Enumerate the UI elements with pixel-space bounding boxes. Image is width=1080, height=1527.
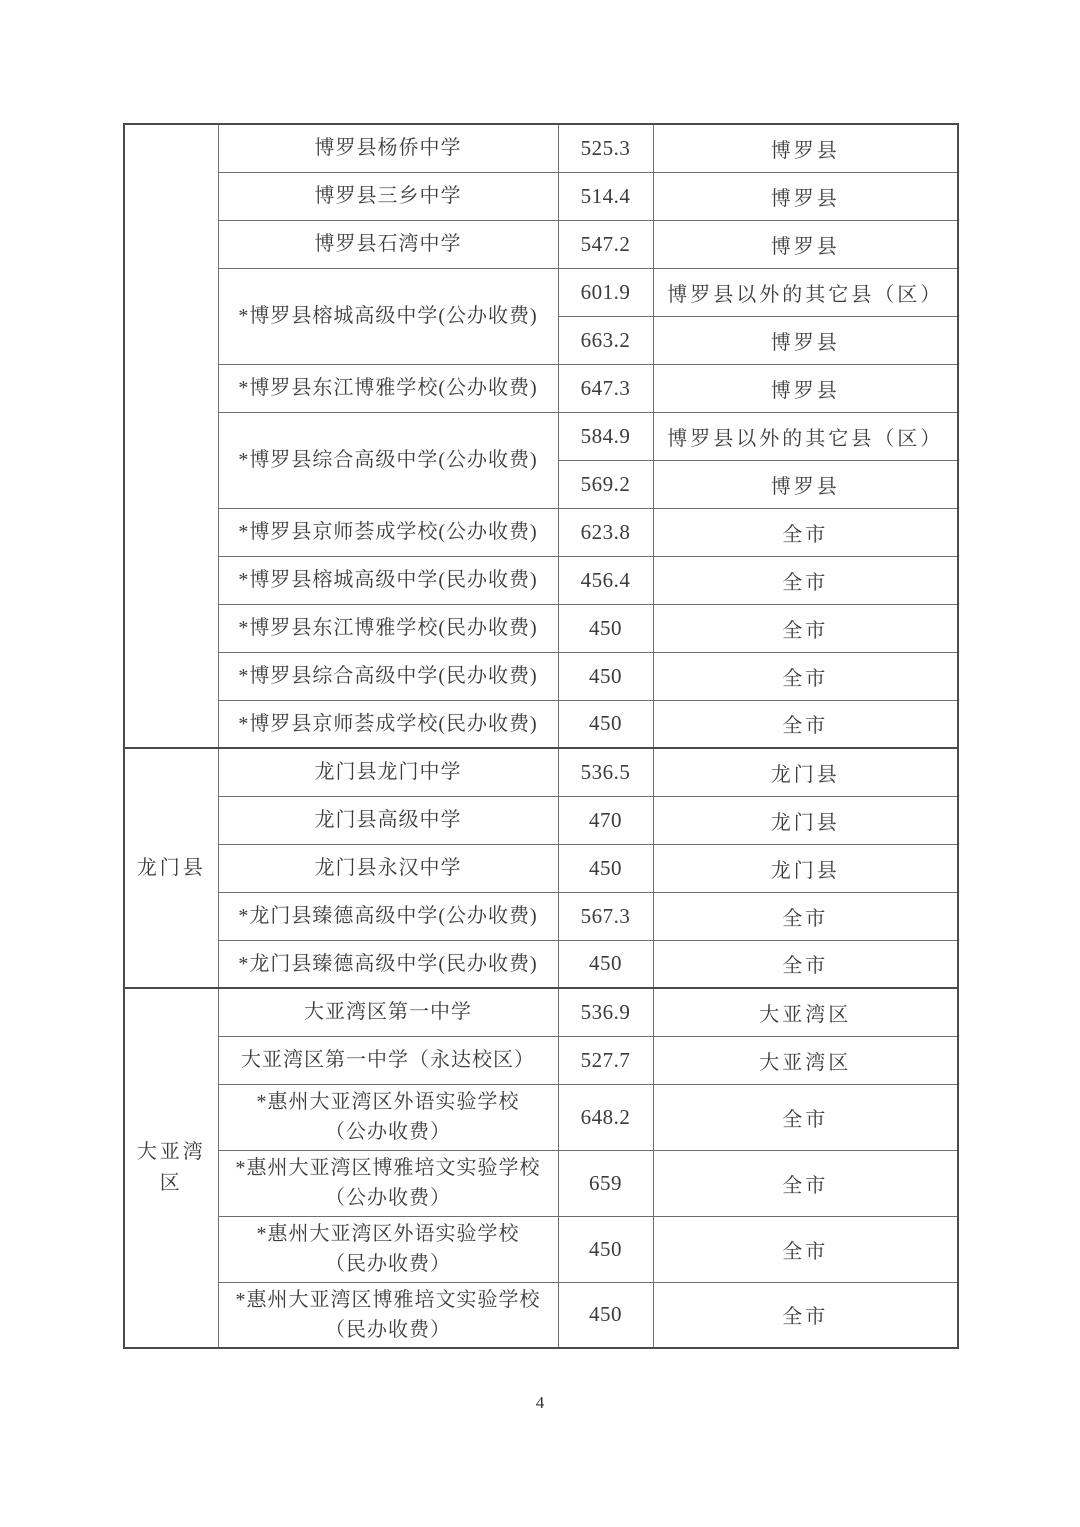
cutoff-score-cell: 450 <box>558 1216 653 1282</box>
enrollment-area-cell: 龙门县 <box>653 844 958 892</box>
school-name-line: *博罗县东江博雅学校(公办收费) <box>238 377 538 399</box>
school-name-cell <box>218 700 558 748</box>
cutoff-score-cell: 601.9 <box>558 268 653 316</box>
school-name-line: *博罗县京师荟成学校(公办收费) <box>238 521 538 543</box>
school-name-line: 龙门县永汉中学 <box>314 857 462 879</box>
enrollment-area-cell: 博罗县 <box>653 364 958 412</box>
school-name-cell <box>218 844 558 892</box>
enrollment-area-cell: 龙门县 <box>653 748 958 796</box>
cutoff-score-cell: 470 <box>558 796 653 844</box>
cutoff-score-cell: 569.2 <box>558 460 653 508</box>
school-name-cell <box>218 1282 558 1348</box>
enrollment-area-cell: 全市 <box>653 700 958 748</box>
school-name-line: *博罗县榕城高级中学(公办收费) <box>238 305 538 327</box>
cutoff-score-cell: 450 <box>558 652 653 700</box>
school-name-line: *博罗县综合高级中学(公办收费) <box>238 449 538 471</box>
school-name-line: *惠州大亚湾区外语实验学校 <box>256 1091 520 1113</box>
school-name-cell <box>218 796 558 844</box>
school-name-cell <box>218 1150 558 1216</box>
school-name-cell <box>218 1216 558 1282</box>
enrollment-area-cell: 博罗县 <box>653 316 958 364</box>
school-name-line: 龙门县高级中学 <box>314 809 462 831</box>
cutoff-score-cell: 547.2 <box>558 220 653 268</box>
school-name-cell <box>218 508 558 556</box>
page-number: 4 <box>535 1393 545 1412</box>
school-name-cell <box>218 172 558 220</box>
school-name-line: （民办收费） <box>325 1253 451 1275</box>
cutoff-score-cell: 450 <box>558 604 653 652</box>
cutoff-score-cell: 450 <box>558 940 653 988</box>
cutoff-score-cell: 514.4 <box>558 172 653 220</box>
school-name-cell <box>218 652 558 700</box>
school-name-line: *博罗县东江博雅学校(民办收费) <box>238 617 538 639</box>
enrollment-area-cell: 龙门县 <box>653 796 958 844</box>
school-name-cell <box>218 556 558 604</box>
region-cell: 大亚湾区 <box>124 988 218 1348</box>
school-name-cell <box>218 988 558 1036</box>
school-name-line: *龙门县臻德高级中学(公办收费) <box>238 905 538 927</box>
enrollment-area-cell: 全市 <box>653 892 958 940</box>
cutoff-score-cell: 648.2 <box>558 1084 653 1150</box>
school-name-line: *博罗县榕城高级中学(民办收费) <box>238 569 538 591</box>
school-name-line: 龙门县龙门中学 <box>314 761 462 784</box>
school-name-cell <box>218 604 558 652</box>
school-name-cell <box>218 364 558 412</box>
enrollment-area-cell: 全市 <box>653 652 958 700</box>
school-name-line: （公办收费） <box>325 1121 451 1143</box>
school-name-line: 博罗县三乡中学 <box>314 185 462 207</box>
cutoff-score-cell: 456.4 <box>558 556 653 604</box>
cutoff-score-cell: 659 <box>558 1150 653 1216</box>
cutoff-score-cell: 450 <box>558 700 653 748</box>
enrollment-area-cell: 博罗县 <box>653 460 958 508</box>
cutoff-score-cell: 647.3 <box>558 364 653 412</box>
school-name-line: *龙门县臻德高级中学(民办收费) <box>238 952 538 975</box>
region-cell <box>124 124 218 748</box>
cutoff-score-cell: 584.9 <box>558 412 653 460</box>
enrollment-area-cell: 博罗县 <box>653 220 958 268</box>
cutoff-score-cell: 450 <box>558 1282 653 1348</box>
school-name-line: （民办收费） <box>325 1318 451 1341</box>
school-name-cell <box>218 940 558 988</box>
enrollment-area-cell: 全市 <box>653 940 958 988</box>
cutoff-score-cell: 623.8 <box>558 508 653 556</box>
enrollment-area-cell: 大亚湾区 <box>653 988 958 1036</box>
cutoff-score-cell: 567.3 <box>558 892 653 940</box>
cutoff-score-cell: 450 <box>558 844 653 892</box>
school-name-line: *惠州大亚湾区博雅培文实验学校 <box>235 1157 541 1179</box>
school-name-line: 博罗县杨侨中学 <box>314 137 462 160</box>
enrollment-area-cell: 大亚湾区 <box>653 1036 958 1084</box>
school-name-cell <box>218 1036 558 1084</box>
enrollment-area-cell: 全市 <box>653 1282 958 1348</box>
enrollment-area-cell: 全市 <box>653 556 958 604</box>
region-cell: 龙门县 <box>124 748 218 988</box>
cutoff-score-cell: 663.2 <box>558 316 653 364</box>
school-name-line: 博罗县石湾中学 <box>314 233 462 255</box>
enrollment-area-cell: 全市 <box>653 508 958 556</box>
enrollment-area-cell: 全市 <box>653 604 958 652</box>
school-name-line: *博罗县京师荟成学校(民办收费) <box>238 712 538 735</box>
cutoff-score-cell: 536.5 <box>558 748 653 796</box>
school-name-cell <box>218 220 558 268</box>
school-name-cell <box>218 124 558 172</box>
school-name-line: *惠州大亚湾区博雅培文实验学校 <box>235 1288 541 1311</box>
enrollment-area-cell: 博罗县以外的其它县（区） <box>653 268 958 316</box>
school-name-cell <box>218 412 558 508</box>
enrollment-area-cell: 全市 <box>653 1216 958 1282</box>
score-table <box>123 123 959 1349</box>
cutoff-score-cell: 525.3 <box>558 124 653 172</box>
cutoff-score-cell: 527.7 <box>558 1036 653 1084</box>
score-table-body <box>124 124 958 1348</box>
school-name-cell <box>218 892 558 940</box>
school-name-line: *惠州大亚湾区外语实验学校 <box>256 1223 520 1245</box>
enrollment-area-cell: 博罗县 <box>653 172 958 220</box>
cutoff-score-cell: 536.9 <box>558 988 653 1036</box>
enrollment-area-cell: 全市 <box>653 1150 958 1216</box>
school-name-line: （公办收费） <box>325 1187 451 1209</box>
school-name-cell <box>218 1084 558 1150</box>
enrollment-area-cell: 博罗县 <box>653 124 958 172</box>
school-name-line: 大亚湾区第一中学 <box>304 1001 472 1024</box>
enrollment-area-cell: 博罗县以外的其它县（区） <box>653 412 958 460</box>
school-name-line: *博罗县综合高级中学(民办收费) <box>238 665 538 687</box>
school-name-cell <box>218 748 558 796</box>
school-name-cell <box>218 268 558 364</box>
school-name-line: 大亚湾区第一中学（永达校区） <box>241 1049 535 1071</box>
enrollment-area-cell: 全市 <box>653 1084 958 1150</box>
